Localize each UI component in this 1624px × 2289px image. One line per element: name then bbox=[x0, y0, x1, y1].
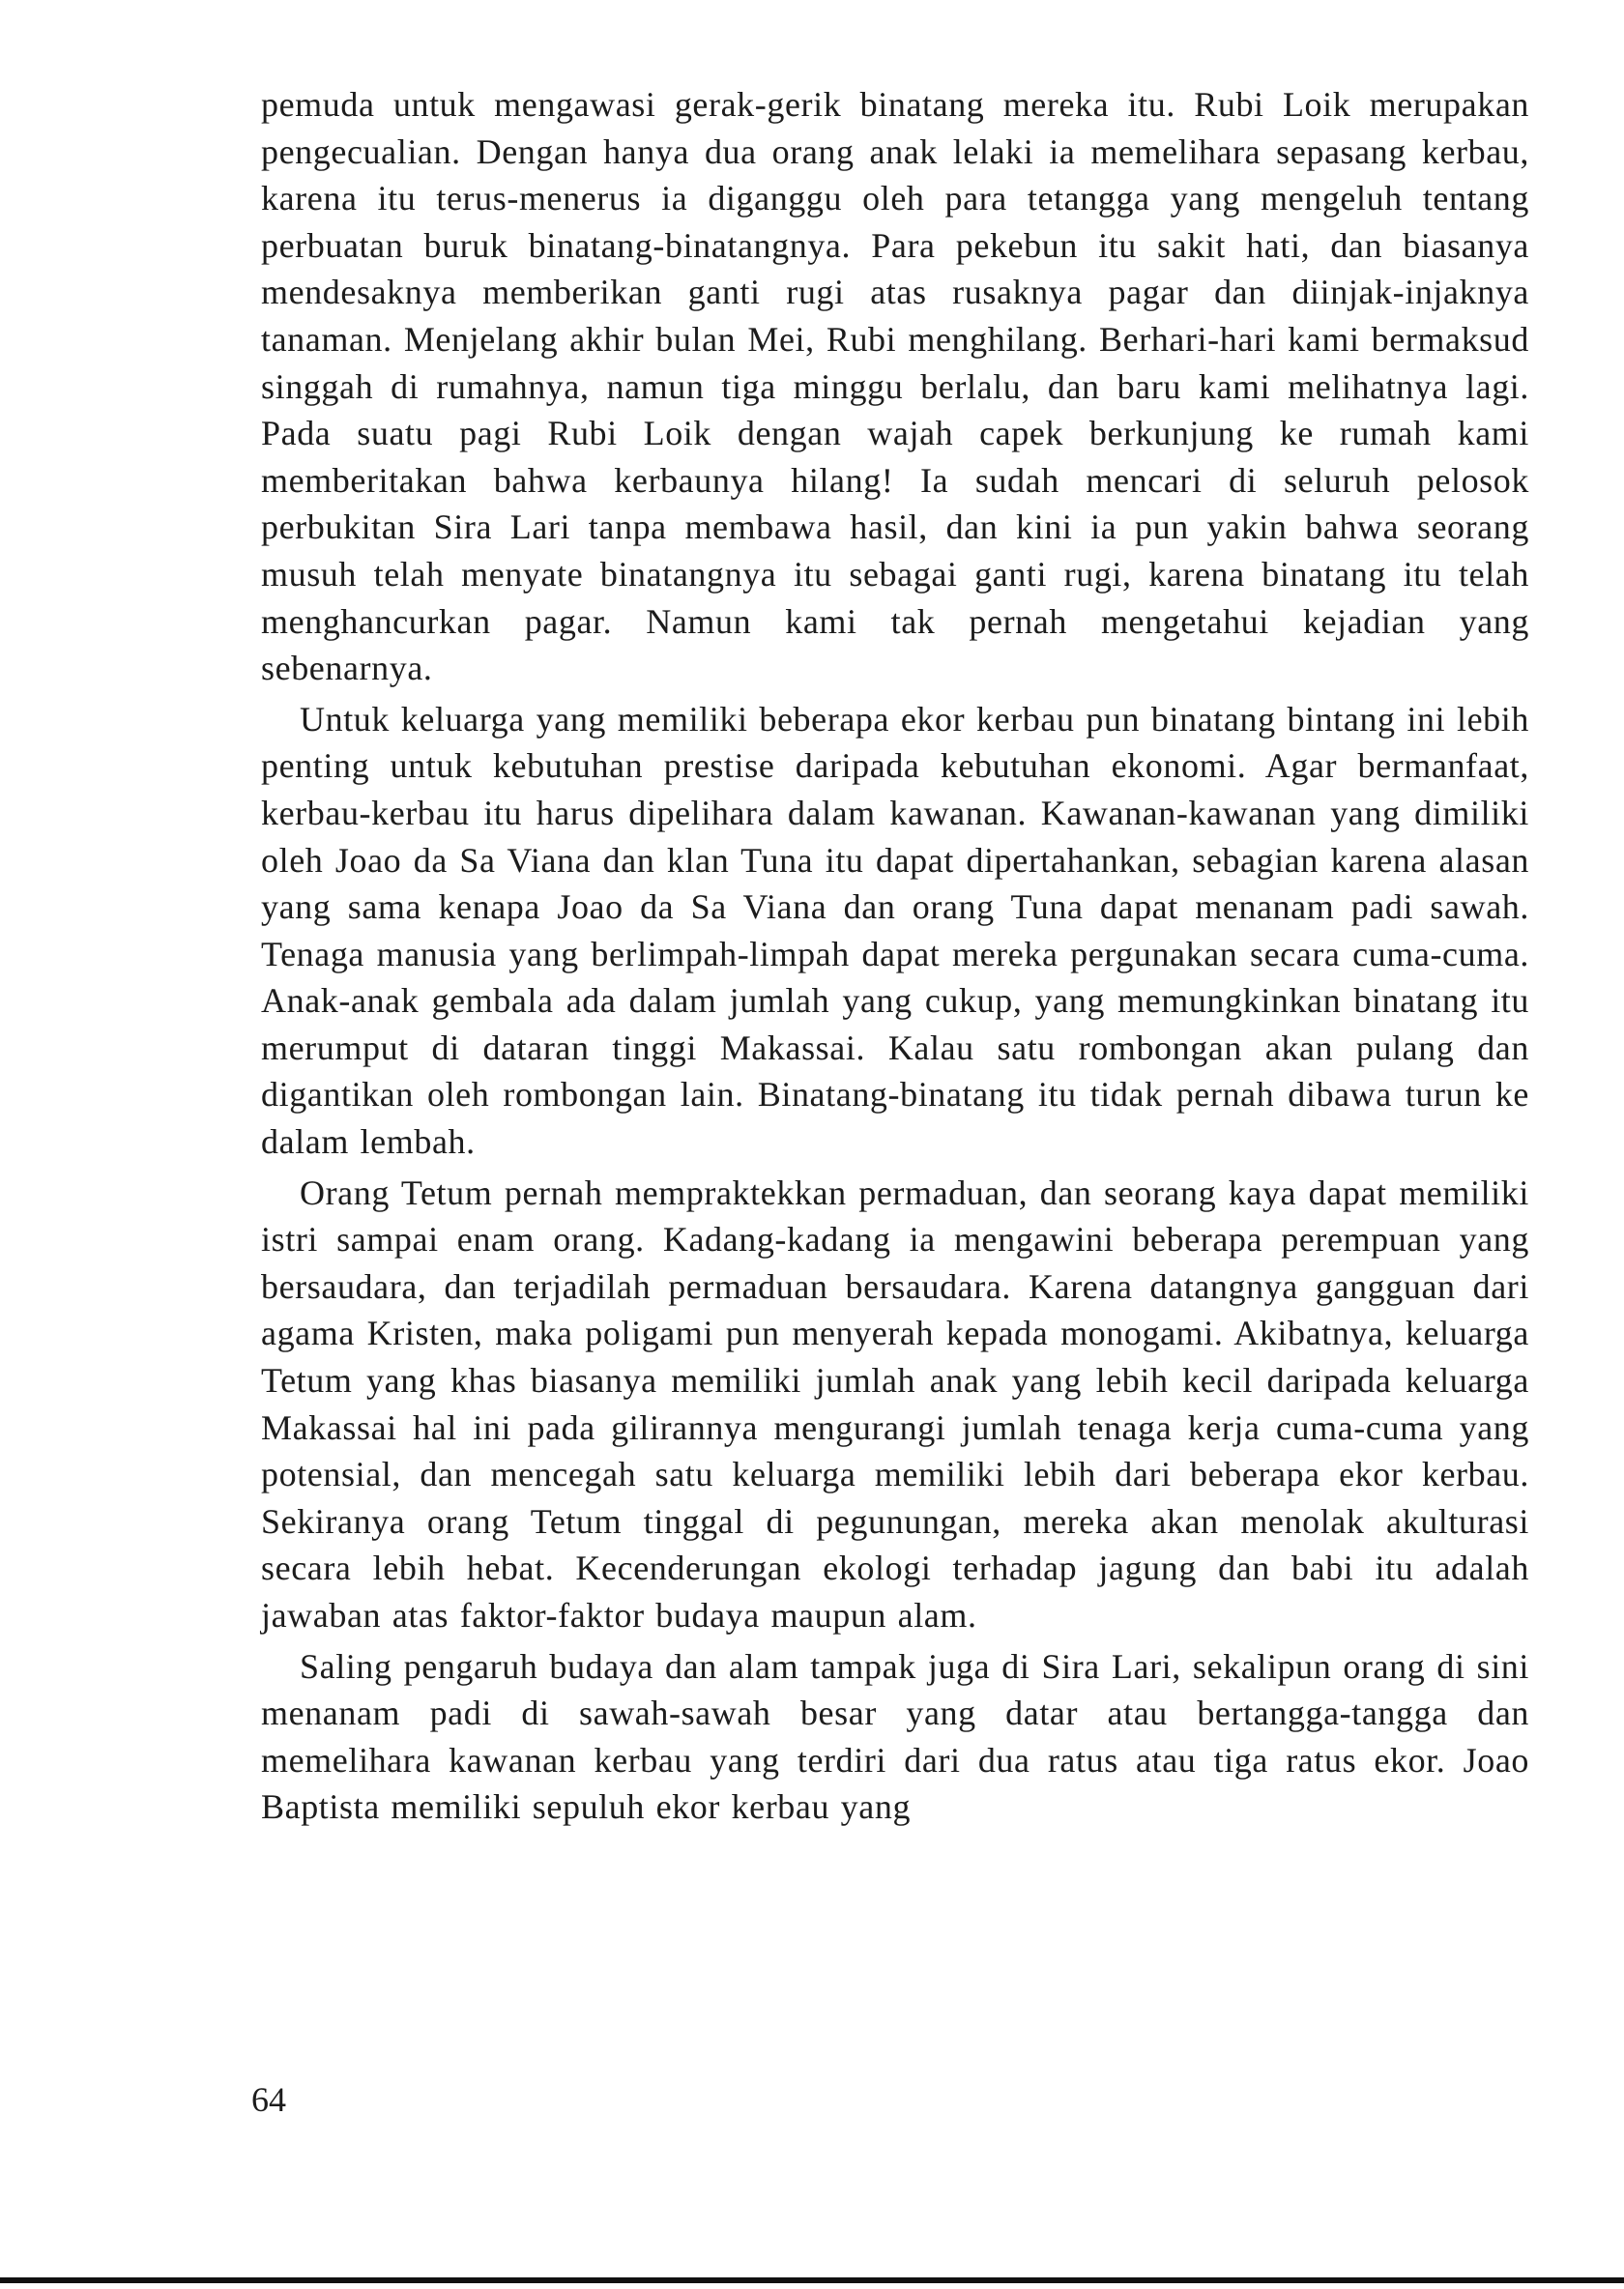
paragraph-tetum-permaduan: Orang Tetum pernah mempraktekkan permaduan, dan seorang kaya dapat memiliki istri sampai enam orang. Kadang-kadang ia mengawini beberapa perempuan yang bersaudara, dan terjadilah permaduan bersaudara. Karena datangnya gangguan dari agama Kristen, maka poligami pun menyerah kepada monogami. Akibatnya, keluarga Tetum yang khas biasanya memiliki jumlah anak yang lebih kecil daripada keluarga Makassai hal ini pada gilirannya mengurangi jumlah tenaga kerja cuma-cuma yang potensial, dan mencegah satu keluarga memiliki lebih dari beberapa ekor kerbau. Sekiranya orang Tetum tinggal di pegunungan, mereka akan menolak akulturasi secara lebih hebat. Kecenderungan ekologi terhadap jagung dan babi itu adalah jawaban atas faktor-faktor budaya maupun alam. bbox=[261, 1173, 1529, 1635]
paragraph-kerbau-prestise: Untuk keluarga yang memiliki beberapa ekor kerbau pun binatang bintang ini lebih penting untuk kebutuhan prestise daripada kebutuhan ekonomi. Agar bermanfaat, kerbau-kerbau itu harus dipelihara dalam kawanan. Kawanan-kawanan yang dimiliki oleh Joao da Sa Viana dan klan Tuna itu dapat dipertahankan, sebagian karena alasan yang sama kenapa Joao da Sa Viana dan orang Tuna dapat menanam padi sawah. Tenaga manusia yang berlimpah-limpah dapat mereka pergunakan secara cuma-cuma. Anak-anak gembala ada dalam jumlah yang cukup, yang memungkinkan binatang itu merumput di dataran tinggi Makassai. Kalau satu rombongan akan pulang dan digantikan oleh rombongan lain. Binatang-binatang itu tidak pernah dibawa turun ke dalam lembah. bbox=[261, 699, 1529, 1162]
bottom-border-rule bbox=[0, 2277, 1624, 2283]
paragraph-sira-lari: Saling pengaruh budaya dan alam tampak juga di Sira Lari, sekalipun orang di sini menanam padi di sawah-sawah besar yang datar atau bertangga-tangga dan memelihara kawanan kerbau yang terdiri dari dua ratus atau tiga ratus ekor. Joao Baptista memiliki sepuluh ekor kerbau yang bbox=[261, 1646, 1529, 1827]
paragraph-continued: pemuda untuk mengawasi gerak-gerik binatang mereka itu. Rubi Loik merupakan pengecualian. Dengan hanya dua orang anak lelaki ia memelihara sepasang kerbau, karena itu terus-menerus ia diganggu oleh para tetangga yang mengeluh tentang perbuatan buruk binatang-binatangnya. Para pekebun itu sakit hati, dan biasanya mendesaknya memberikan ganti rugi atas rusaknya pagar dan diinjak-injaknya tanaman. Menjelang akhir bulan Mei, Rubi menghilang. Berhari-hari kami bermaksud singgah di rumahnya, namun tiga minggu berlalu, dan baru kami melihatnya lagi. Pada suatu pagi Rubi Loik dengan wajah capek berkunjung ke rumah kami memberitakan bahwa kerbaunya hilang! Ia sudah mencari di seluruh pelosok perbukitan Sira Lari tanpa membawa hasil, dan kini ia pun yakin bahwa seorang musuh telah menyate binatangnya itu sebagai ganti rugi, karena binatang itu telah menghancurkan pagar. Namun kami tak pernah mengetahui kejadian yang sebenarnya. bbox=[261, 85, 1529, 688]
body-text bbox=[261, 81, 1529, 1831]
page-number: 64 bbox=[251, 2080, 286, 2119]
